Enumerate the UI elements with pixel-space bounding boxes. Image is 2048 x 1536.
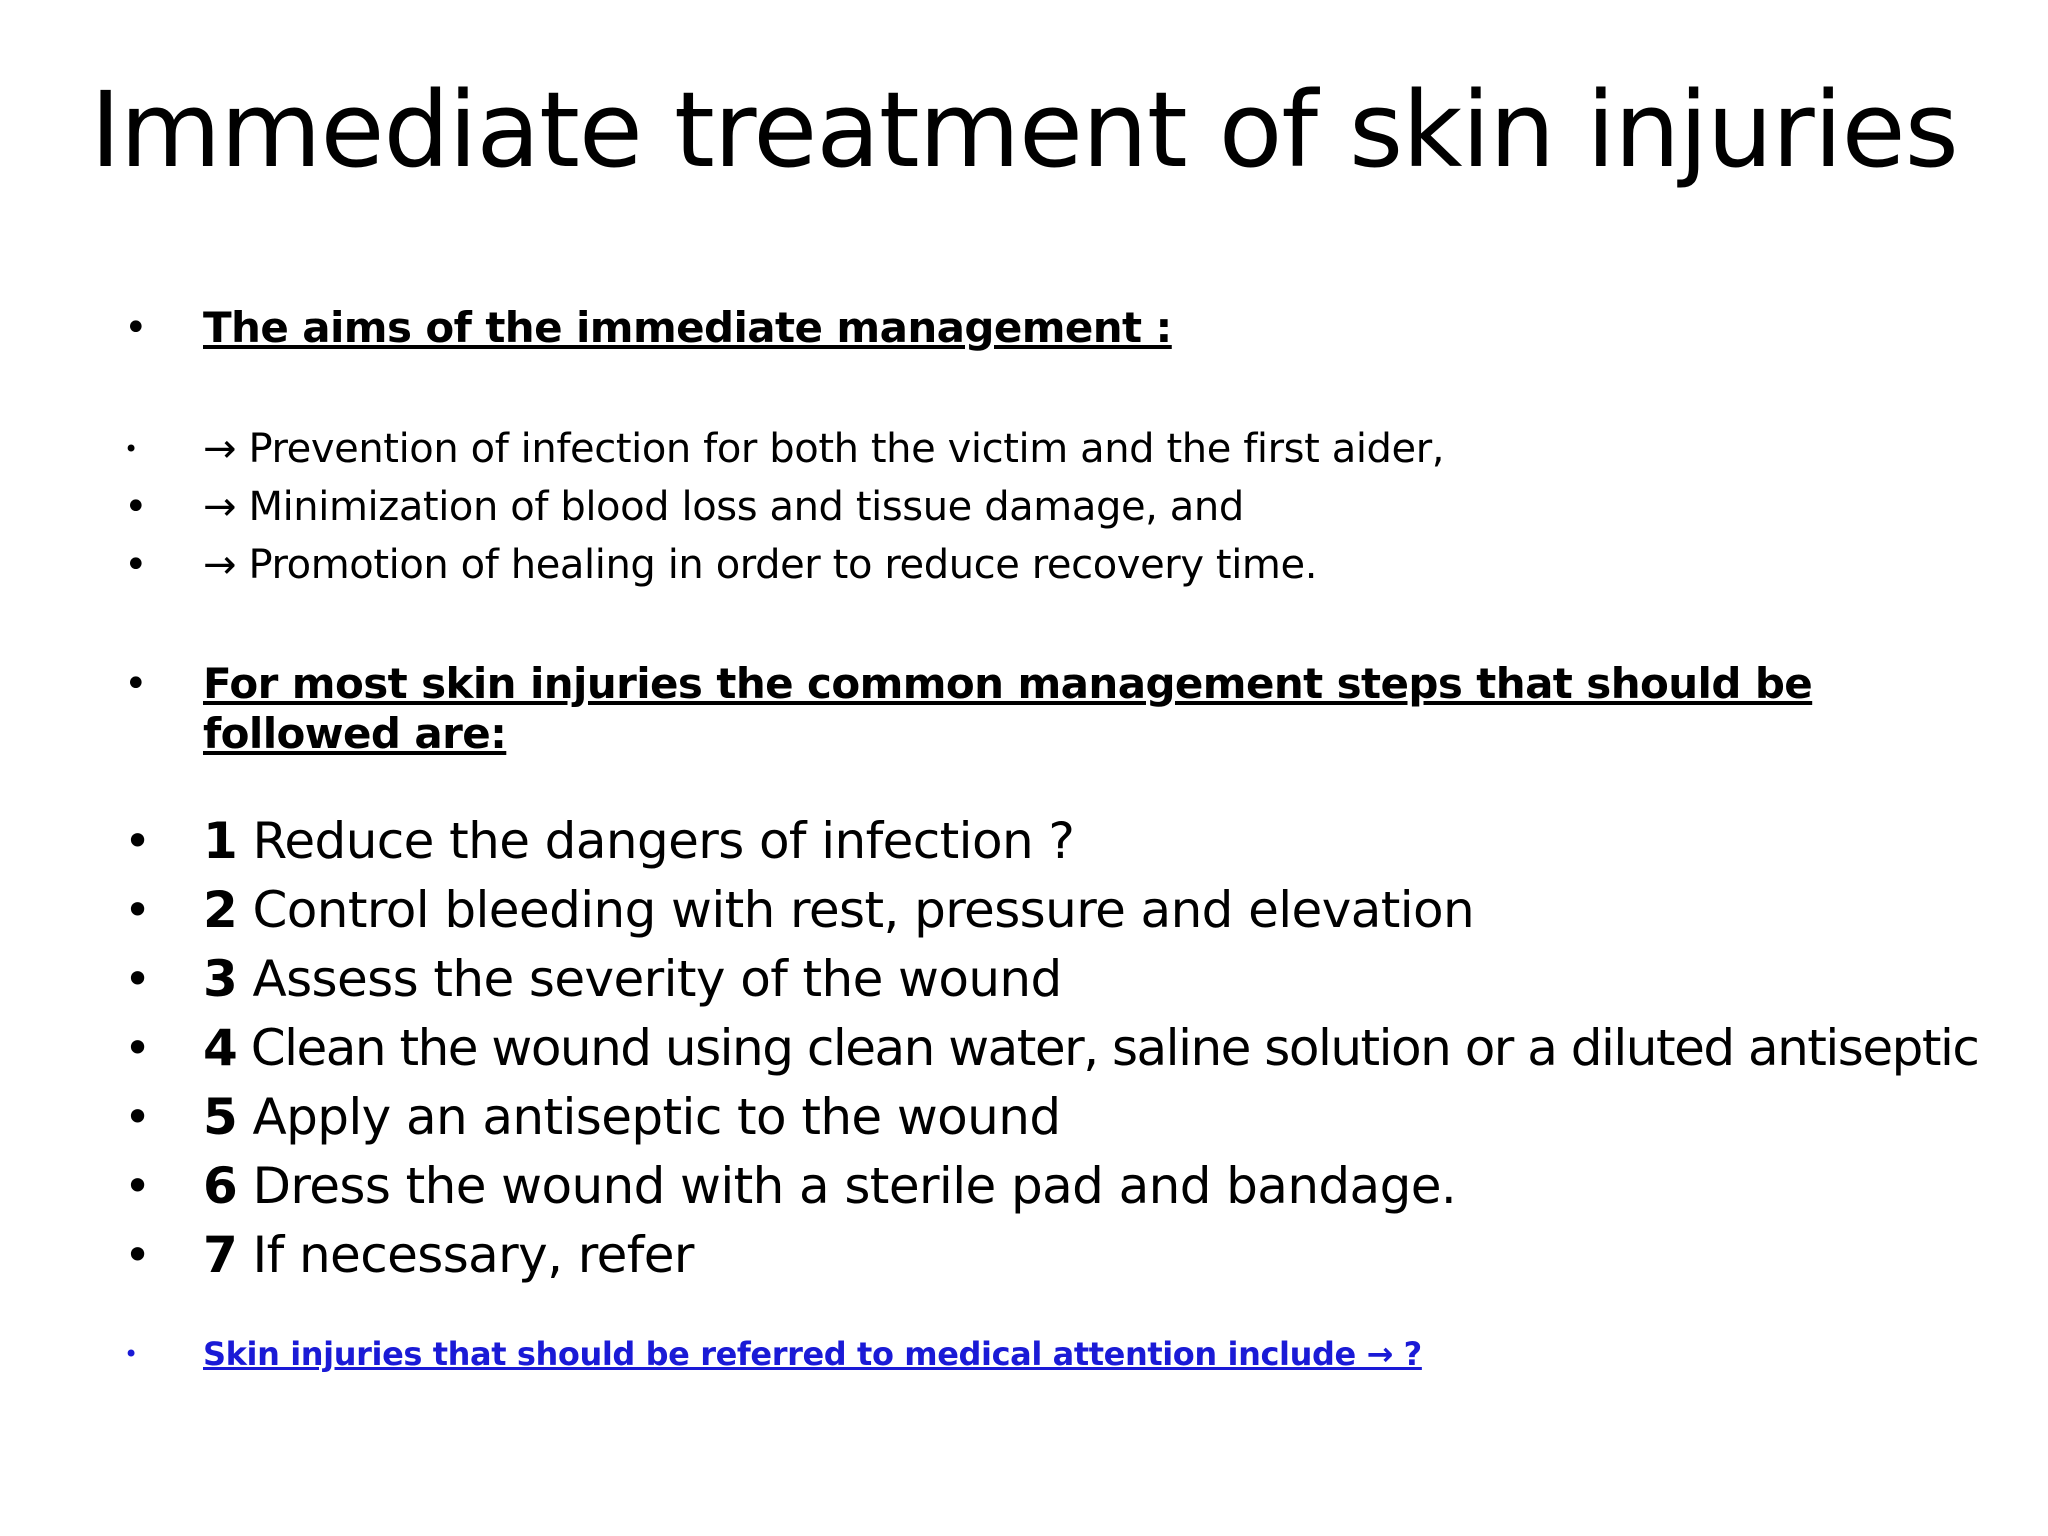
slide-title: Immediate treatment of skin injuries	[90, 69, 1958, 191]
step-text: Assess the severity of the wound	[237, 950, 1062, 1008]
bullet: •	[124, 542, 148, 588]
step-text: If necessary, refer	[237, 1226, 694, 1284]
step-number: 4	[203, 1019, 237, 1077]
step-text: Reduce the dangers of infection ?	[237, 812, 1075, 870]
step-number: 7	[203, 1226, 238, 1284]
aims-heading: The aims of the immediate management :	[203, 303, 1172, 352]
bullet: •	[124, 435, 139, 463]
bullet: •	[124, 661, 148, 707]
aim-text: Minimization of blood loss and tissue damage, and	[248, 484, 1244, 530]
step-number: 6	[203, 1157, 238, 1215]
step-text: Control bleeding with rest, pressure and elevation	[237, 881, 1475, 939]
bullet: •	[124, 883, 152, 937]
step-text: Apply an antiseptic to the wound	[237, 1088, 1061, 1146]
bullet: •	[124, 484, 148, 530]
bullet: •	[124, 1159, 152, 1213]
step-text: Dress the wound with a sterile pad and bandage.	[237, 1157, 1457, 1215]
referral-link[interactable]: Skin injuries that should be referred to medical attention include → ?	[203, 1335, 1422, 1373]
arrow-icon: →	[203, 484, 237, 530]
bullet: •	[124, 952, 152, 1006]
step-number: 5	[203, 1088, 238, 1146]
bullet: •	[124, 1090, 152, 1144]
bullet: •	[124, 1340, 139, 1368]
step-number: 2	[203, 881, 238, 939]
bullet: •	[124, 814, 152, 868]
step-number: 1	[203, 812, 238, 870]
step-number: 3	[203, 950, 238, 1008]
arrow-icon: →	[203, 426, 237, 472]
bullet: •	[124, 1228, 152, 1282]
arrow-icon: →	[203, 542, 237, 588]
step-text: Clean the wound using clean water, saline solution or a diluted antiseptic	[236, 1019, 1979, 1077]
bullet: •	[124, 305, 148, 351]
aim-text: Promotion of healing in order to reduce recovery time.	[248, 542, 1318, 588]
bullet: •	[124, 1021, 152, 1075]
steps-heading: For most skin injuries the common management steps that should be followed are:	[203, 659, 1813, 758]
aim-text: Prevention of infection for both the victim and the first aider,	[248, 426, 1445, 472]
